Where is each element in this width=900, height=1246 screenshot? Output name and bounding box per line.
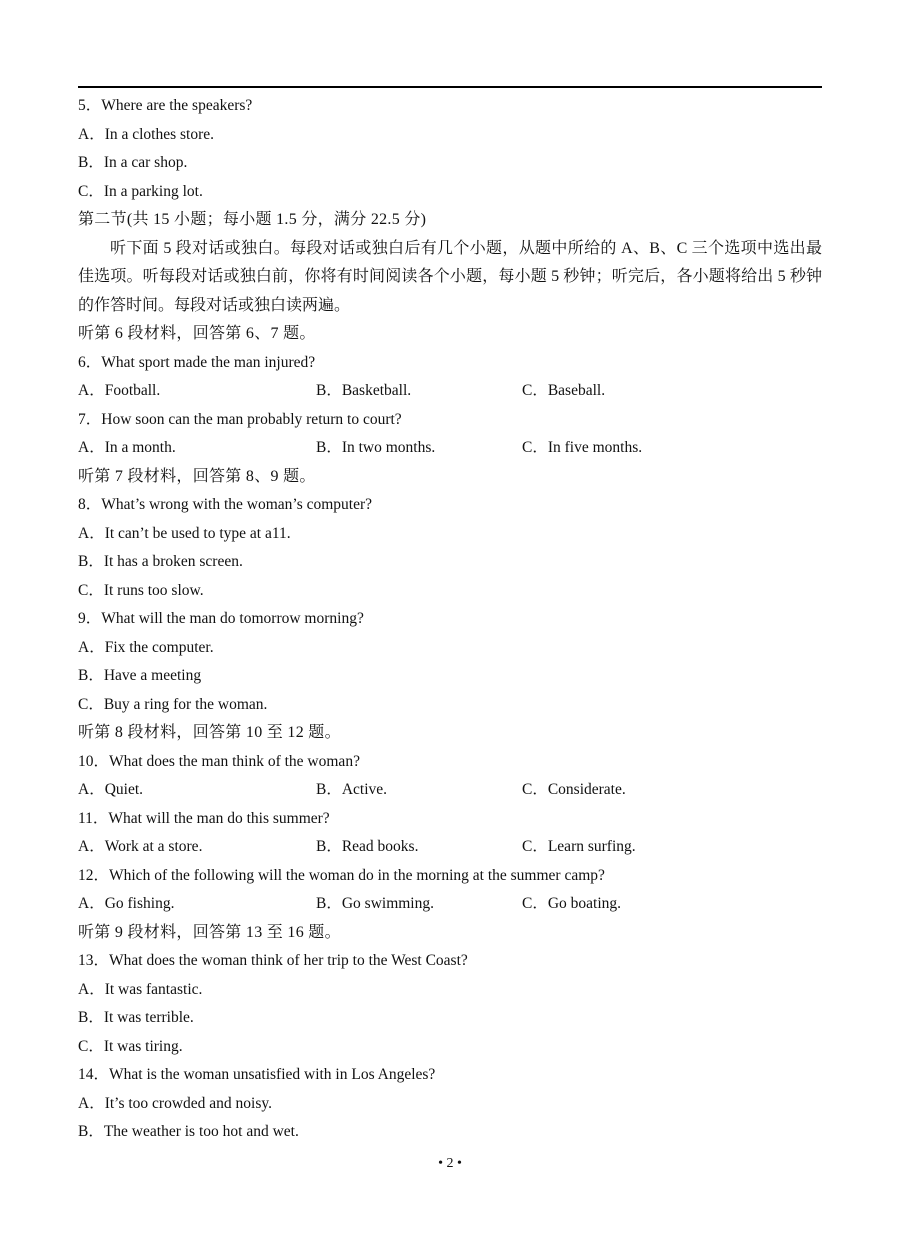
question-stem: 5．Where are the speakers? [78,97,253,114]
question-stem: 6．What sport made the man injured? [78,353,316,371]
option-c: C．In a parking lot. [78,182,203,200]
exam-content [78,92,822,1147]
option-a: A．It was fantastic. [78,980,203,998]
option-c: C．It runs too slow. [78,581,204,599]
option-c: C．Go boating. [522,895,622,912]
option-b: B．It was terrible. [78,1009,194,1026]
question-stem: 9．What will the man do tomorrow morning? [78,610,364,627]
option-a: A．Football. [78,382,161,399]
option-b: B．The weather is too hot and wet. [78,1123,299,1140]
option-b: B．Active. [316,781,388,798]
option-c: C．Considerate. [522,781,626,798]
page-number: • 2 • [438,1156,462,1171]
question-stem: 11．What will the man do this summer? [78,809,330,827]
question-stem: 7．How soon can the man probably return to court? [78,410,402,428]
option-a: A．Quiet. [78,781,144,798]
question-stem: 14．What is the woman unsatisfied with in Los Angeles? [78,1066,436,1083]
option-row [78,434,822,463]
option-c: C．Learn surfing. [522,838,636,855]
option-row [78,776,822,805]
material-heading: 听第 9 段材料，回答第 13 至 16 题。 [78,923,341,941]
option-b: B．In two months. [316,439,436,456]
option-a: A．Work at a store. [78,838,203,855]
option-a: A．It can’t be used to type at a11. [78,524,291,542]
option-b: B．Have a meeting [78,667,202,684]
option-b: B．Go swimming. [316,895,434,912]
material-heading: 听第 7 段材料，回答第 8、9 题。 [78,467,316,485]
option-c: C．It was tiring. [78,1037,183,1055]
question-stem: 10．What does the man think of the woman? [78,752,360,770]
question-stem: 12．Which of the following will the woman do in the morning at the summer camp? [78,866,605,884]
section-instructions: 听下面 5 段对话或独白。每段对话或独白后有几个小题，从题中所给的 A、B、C 三个选项中选出最佳选项。听每段对话或独白前，你将有时间阅读各个小题，每小题 5 秒钟；听完后，各小题将给出 5 秒钟的作答时间。每段对话或独白读两遍。 [78,239,822,314]
option-a: A．Go fishing. [78,895,175,912]
header-rule [78,86,822,88]
option-b: B．Read books. [316,838,419,855]
material-heading: 听第 6 段材料，回答第 6、7 题。 [78,325,316,342]
option-b: B．In a car shop. [78,154,188,171]
option-c: C．In five months. [522,439,643,456]
option-a: A．In a clothes store. [78,125,215,143]
option-a: A．Fix the computer. [78,638,214,656]
option-a: A．It’s too crowded and noisy. [78,1094,273,1112]
option-a: A．In a month. [78,439,176,456]
question-stem: 8．What’s wrong with the woman’s computer? [78,496,373,513]
question-stem: 13．What does the woman think of her trip to the West Coast? [78,952,468,969]
option-row [78,890,822,919]
option-c: C．Baseball. [522,382,606,399]
option-c: C．Buy a ring for the woman. [78,695,268,713]
material-heading: 听第 8 段材料，回答第 10 至 12 题。 [78,724,341,741]
option-b: B．Basketball. [316,382,412,399]
option-row [78,833,822,862]
option-row [78,377,822,406]
option-b: B．It has a broken screen. [78,553,243,570]
section-heading: 第二节(共 15 小题；每小题 1.5 分，满分 22.5 分) [78,211,427,228]
